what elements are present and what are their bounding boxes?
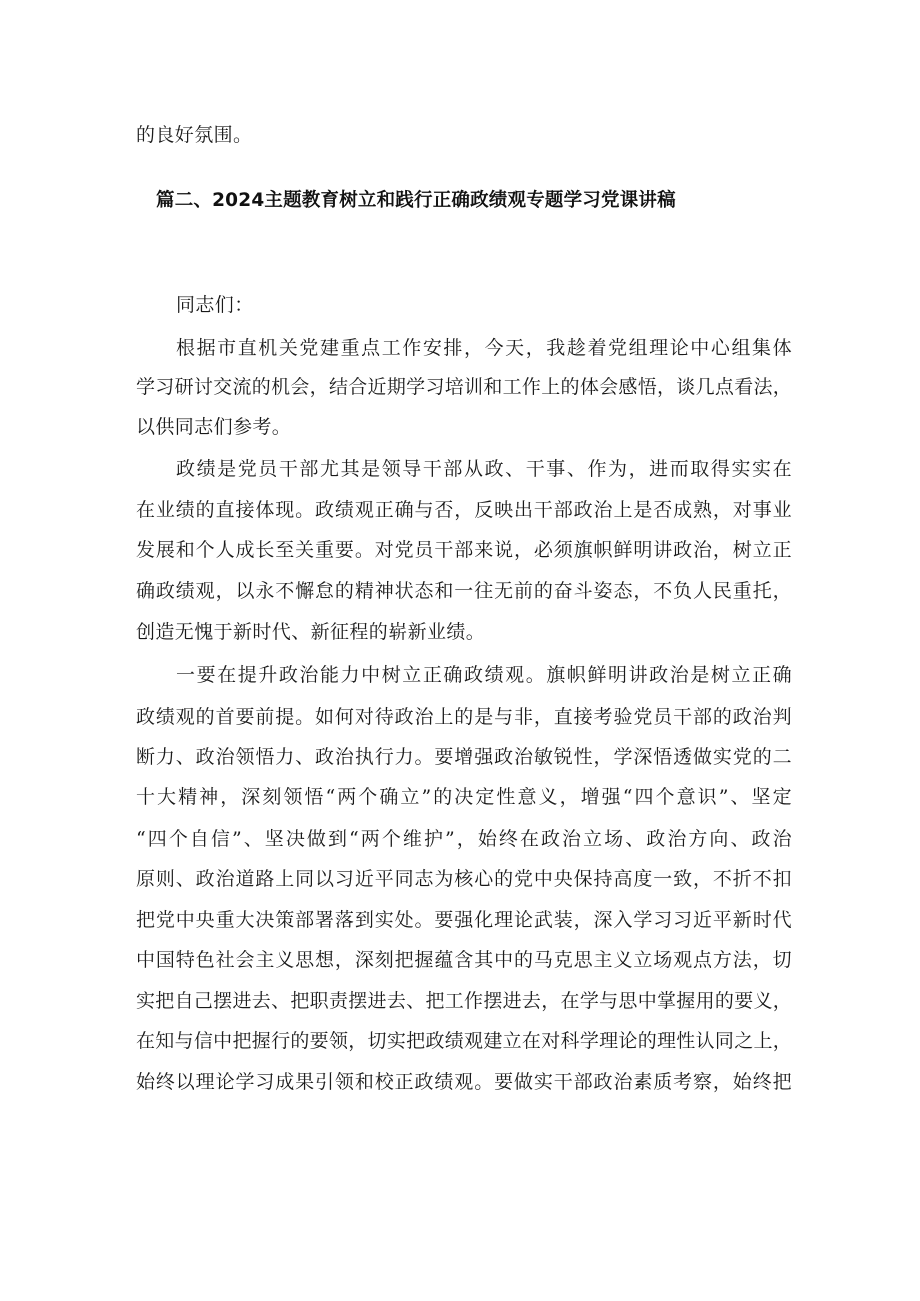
paragraph-line: 十大精神，深刻领悟“两个确立”的决定性意义，增强“四个意识”、坚定 [136, 786, 792, 808]
carryover-line: 的良好氛围。 [136, 124, 253, 146]
paragraph-line: 政绩观的首要前提。如何对待政治上的是与非，直接考验党员干部的政治判 [136, 706, 792, 728]
paragraph-line: 在知与信中把握行的要领，切实把政绩观建立在对科学理论的理性认同之上， [136, 1030, 792, 1052]
paragraph-line: 确政绩观，以永不懈怠的精神状态和一往无前的奋斗姿态，不负人民重托， [136, 580, 792, 602]
paragraph-line: 一要在提升政治能力中树立正确政绩观。旗帜鲜明讲政治是树立正确 [176, 664, 792, 686]
paragraph-line: 把党中央重大决策部署落到实处。要强化理论武装，深入学习习近平新时代 [136, 909, 792, 931]
paragraph-line: 学习研讨交流的机会，结合近期学习培训和工作上的体会感悟，谈几点看法， [136, 376, 792, 398]
paragraph-line: 根据市直机关党建重点工作安排，今天，我趁着党组理论中心组集体 [176, 337, 792, 359]
section-heading: 篇二、2024主题教育树立和践行正确政绩观专题学习党课讲稿 [156, 190, 676, 211]
salutation: 同志们： [176, 294, 254, 316]
paragraph-line: 始终以理论学习成果引领和校正政绩观。要做实干部政治素质考察，始终把 [136, 1071, 792, 1093]
paragraph-line: 发展和个人成长至关重要。对党员干部来说，必须旗帜鲜明讲政治，树立正 [136, 539, 792, 561]
paragraph-line: 断力、政治领悟力、政治执行力。要增强政治敏锐性，学深悟透做实党的二 [136, 746, 792, 768]
paragraph-line: 在业绩的直接体现。政绩观正确与否，反映出干部政治上是否成熟，对事业 [136, 499, 792, 521]
paragraph-line: 中国特色社会主义思想，深刻把握蕴含其中的马克思主义立场观点方法，切 [136, 949, 792, 971]
paragraph-line: 原则、政治道路上同以习近平同志为核心的党中央保持高度一致，不折不扣 [136, 868, 792, 890]
paragraph-line: 以供同志们参考。 [136, 416, 292, 438]
paragraph-line: 政绩是党员干部尤其是领导干部从政、干事、作为，进而取得实实在 [176, 458, 792, 480]
paragraph-line: 实把自己摆进去、把职责摆进去、把工作摆进去，在学与思中掌握用的要义， [136, 990, 792, 1012]
paragraph-line: 创造无愧于新时代、新征程的崭新业绩。 [136, 621, 486, 643]
paragraph-line: “四个自信”、坚决做到“两个维护”，始终在政治立场、政治方向、政治 [136, 828, 792, 850]
